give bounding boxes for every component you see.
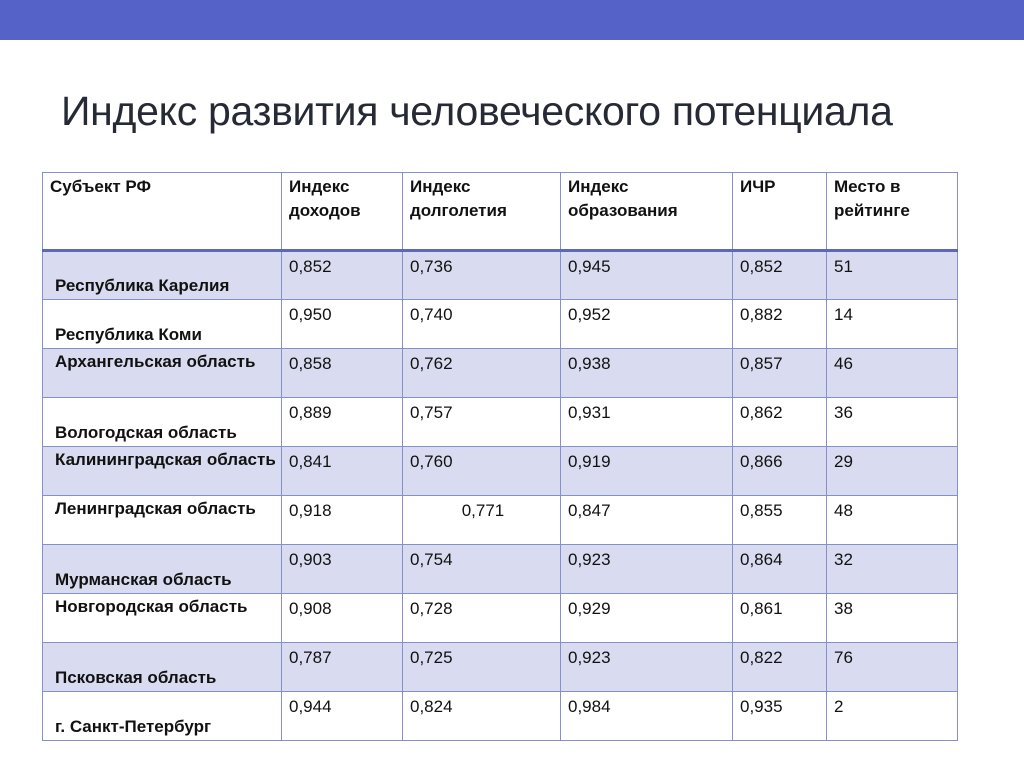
cell-longevity: 0,757 (403, 398, 561, 447)
cell-hdi: 0,852 (733, 251, 827, 300)
header-hdi: ИЧР (733, 173, 827, 251)
cell-education: 0,938 (561, 349, 733, 398)
cell-income: 0,903 (282, 545, 403, 594)
cell-hdi: 0,882 (733, 300, 827, 349)
cell-income: 0,852 (282, 251, 403, 300)
cell-subject: Республика Коми (43, 300, 282, 349)
cell-income: 0,950 (282, 300, 403, 349)
cell-income: 0,908 (282, 594, 403, 643)
table-row (43, 594, 958, 643)
cell-education: 0,847 (561, 496, 733, 545)
top-accent-bar (0, 0, 1024, 40)
cell-rank: 76 (827, 643, 958, 692)
cell-hdi: 0,862 (733, 398, 827, 447)
cell-hdi: 0,857 (733, 349, 827, 398)
cell-subject: Псковская область (43, 643, 282, 692)
cell-subject: Мурманская область (43, 545, 282, 594)
cell-education: 0,929 (561, 594, 733, 643)
header-subject: Субъект РФ (43, 173, 282, 251)
cell-education: 0,919 (561, 447, 733, 496)
cell-income: 0,858 (282, 349, 403, 398)
cell-subject: Республика Карелия (43, 251, 282, 300)
cell-longevity: 0,760 (403, 447, 561, 496)
cell-rank: 29 (827, 447, 958, 496)
cell-education: 0,923 (561, 545, 733, 594)
table-row (43, 300, 958, 349)
table-header-row (43, 173, 958, 251)
cell-subject: Новгородская область (43, 594, 282, 643)
table-row (43, 251, 958, 300)
cell-longevity: 0,728 (403, 594, 561, 643)
cell-education: 0,945 (561, 251, 733, 300)
header-income-index: Индекс доходов (282, 173, 403, 251)
cell-longevity: 0,725 (403, 643, 561, 692)
cell-rank: 46 (827, 349, 958, 398)
cell-income: 0,889 (282, 398, 403, 447)
cell-hdi: 0,822 (733, 643, 827, 692)
cell-hdi: 0,864 (733, 545, 827, 594)
cell-education: 0,923 (561, 643, 733, 692)
hdi-table (42, 172, 958, 741)
cell-education: 0,984 (561, 692, 733, 741)
table-row (43, 496, 958, 545)
cell-subject: Ленинградская область (43, 496, 282, 545)
cell-hdi: 0,855 (733, 496, 827, 545)
cell-rank: 48 (827, 496, 958, 545)
cell-longevity: 0,754 (403, 545, 561, 594)
table-row (43, 447, 958, 496)
slide-title: Индекс развития человеческого потенциала (61, 88, 893, 134)
header-longevity-index: Индекс долголетия (403, 173, 561, 251)
header-rank: Место в рейтинге (827, 173, 958, 251)
cell-rank: 32 (827, 545, 958, 594)
cell-subject: Калининградская область (43, 447, 282, 496)
table-row (43, 643, 958, 692)
cell-education: 0,931 (561, 398, 733, 447)
cell-subject: Архангельская область (43, 349, 282, 398)
cell-rank: 14 (827, 300, 958, 349)
cell-rank: 36 (827, 398, 958, 447)
cell-rank: 51 (827, 251, 958, 300)
cell-income: 0,841 (282, 447, 403, 496)
table-row (43, 545, 958, 594)
cell-income: 0,944 (282, 692, 403, 741)
cell-longevity: 0,771 (403, 496, 561, 545)
cell-longevity: 0,762 (403, 349, 561, 398)
table-row (43, 692, 958, 741)
cell-hdi: 0,866 (733, 447, 827, 496)
table-row (43, 349, 958, 398)
cell-rank: 38 (827, 594, 958, 643)
cell-income: 0,787 (282, 643, 403, 692)
cell-subject: г. Санкт-Петербург (43, 692, 282, 741)
cell-subject: Вологодская область (43, 398, 282, 447)
cell-education: 0,952 (561, 300, 733, 349)
cell-longevity: 0,736 (403, 251, 561, 300)
cell-hdi: 0,935 (733, 692, 827, 741)
cell-rank: 2 (827, 692, 958, 741)
table-row (43, 398, 958, 447)
header-education-index: Индекс образования (561, 173, 733, 251)
cell-income: 0,918 (282, 496, 403, 545)
cell-longevity: 0,740 (403, 300, 561, 349)
cell-longevity: 0,824 (403, 692, 561, 741)
cell-hdi: 0,861 (733, 594, 827, 643)
